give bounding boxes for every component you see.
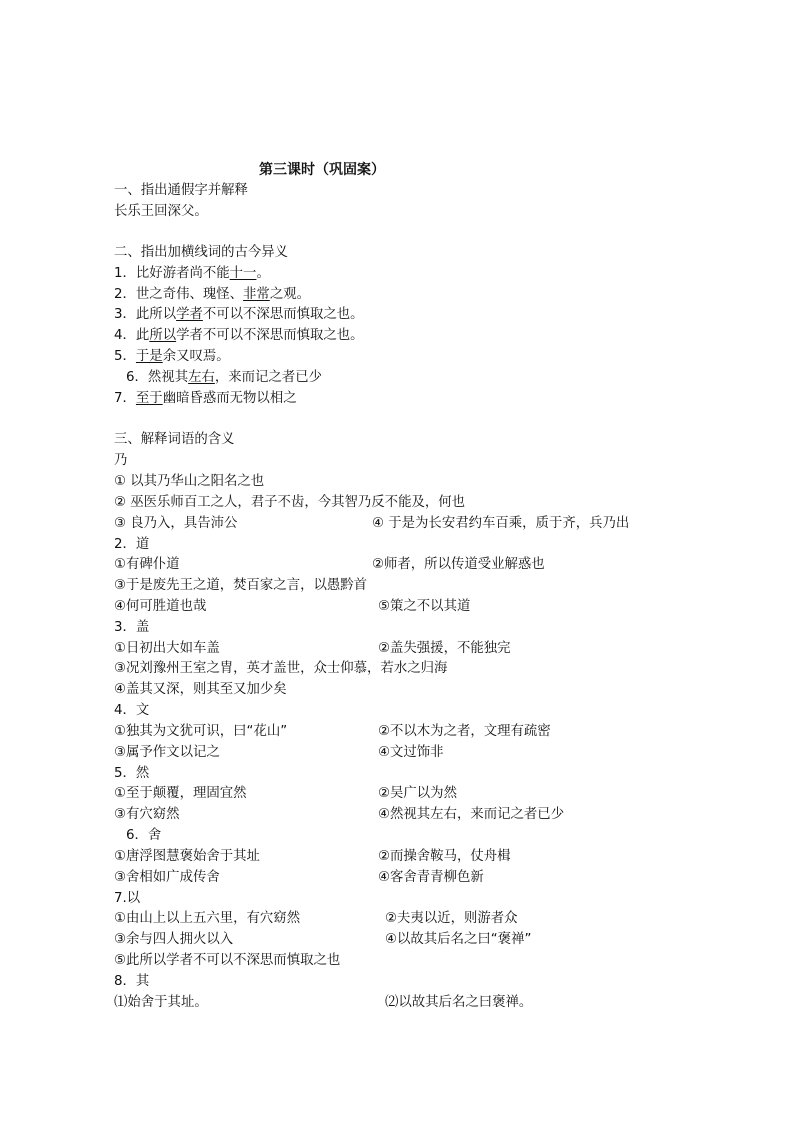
example-item: ① 以其乃华山之阳名之也 (114, 474, 265, 489)
section1-item: 长乐王回深父。 (114, 204, 208, 219)
example-item: ④何可胜道也哉 (114, 599, 207, 614)
item-text: 之观。 (269, 287, 310, 302)
item-text: 。 (256, 266, 270, 281)
example-item: ④盖其又深，则其至又加少矣 (114, 682, 287, 697)
example-item: ⑵以故其后名之曰褒禅。 (385, 995, 533, 1010)
underlined-word: 至于 (135, 391, 163, 406)
list-item (126, 368, 322, 388)
word-heading: 4．文 (114, 703, 150, 718)
list-item (114, 326, 364, 346)
example-item: ①有碑仆道 (114, 557, 180, 572)
list-item (114, 285, 310, 305)
example-item: ①日初出大如车盖 (114, 641, 220, 656)
example-item: ④然视其左右，来而记之者已少 (378, 807, 565, 822)
example-item: ①至于颠覆，理固宜然 (114, 786, 247, 801)
word-heading: 乃 (114, 453, 128, 468)
word-heading: 2．道 (114, 537, 150, 552)
word-heading: 6．舍 (126, 828, 162, 843)
item-text: 1．比好游者尚不能 (114, 266, 230, 281)
example-item: ④文过饰非 (378, 745, 444, 760)
example-item: ⑴始舍于其址。 (114, 995, 208, 1010)
item-text: 学者不可以不深思而慎取之也。 (176, 328, 364, 343)
example-item: ②而操舍鞍马，仗舟楫 (378, 849, 511, 864)
example-item: ②夫夷以近，则游者众 (385, 911, 518, 926)
item-text: 余又叹焉。 (162, 349, 230, 364)
item-text: 4．此 (114, 328, 150, 343)
example-item: ④客舍青青柳色新 (378, 870, 484, 885)
underlined-word: 非常 (243, 287, 270, 302)
underlined-word: 十一 (229, 266, 257, 281)
example-item: ③舍相如广成传舍 (114, 870, 220, 885)
item-text: 7． (114, 391, 136, 406)
example-item: ② 巫医乐师百工之人，君子不齿，今其智乃反不能及，何也 (114, 495, 466, 510)
underlined-word: 左右 (188, 370, 215, 385)
section3-heading: 三、解释词语的含义 (114, 432, 235, 447)
underlined-word: 所以 (149, 328, 177, 343)
example-item: ③ 良乃入，具告沛公 (114, 516, 238, 531)
page-title: 第三课时（巩固案） (259, 162, 385, 178)
item-text: 5． (114, 349, 136, 364)
list-item (114, 389, 297, 409)
word-heading: 5．然 (114, 766, 150, 781)
underlined-word: 于是 (135, 349, 163, 364)
word-heading: 3．盖 (114, 620, 150, 635)
item-text: ，来而记之者已少 (214, 370, 322, 385)
word-heading: 7.以 (114, 891, 141, 906)
example-item: ③况刘豫州王室之胄，英才盖世，众士仰慕，若水之归海 (114, 661, 448, 676)
example-item: ③属予作文以记之 (114, 745, 220, 760)
list-item (114, 305, 364, 325)
word-heading: 8．其 (114, 974, 150, 989)
example-item: ⑤策之不以其道 (378, 599, 471, 614)
item-text: 3．此所以 (114, 307, 177, 322)
item-text: 幽暗昏惑而无物以相之 (162, 391, 297, 406)
item-text: 2．世之奇伟、瑰怪、 (114, 287, 244, 302)
example-item: ②师者，所以传道受业解惑也 (372, 557, 545, 572)
example-item: ③余与四人拥火以入 (114, 932, 234, 947)
section1-heading: 一、指出通假字并解释 (114, 183, 248, 198)
list-item (114, 264, 270, 284)
list-item (114, 347, 230, 367)
section2-heading: 二、指出加横线词的古今异义 (114, 245, 289, 260)
item-text: 6．然视其 (126, 370, 189, 385)
example-item: ⑤此所以学者不可以不深思而慎取之也 (114, 953, 341, 968)
example-item: ③有穴窈然 (114, 807, 180, 822)
example-item: ①由山上以上五六里，有穴窈然 (114, 911, 301, 926)
underlined-word: 学者 (176, 307, 203, 322)
example-item: ④以故其后名之曰“褒禅” (385, 932, 532, 947)
example-item: ④ 于是为长安君约车百乘，质于齐，兵乃出 (372, 516, 630, 531)
example-item: ③于是废先王之道，焚百家之言，以愚黔首 (114, 578, 368, 593)
example-item: ①独其为文犹可识，曰“花山” (114, 724, 288, 739)
example-item: ①唐浮图慧褒始舍于其址 (114, 849, 260, 864)
example-item: ②不以木为之者，文理有疏密 (378, 724, 551, 739)
item-text: 不可以不深思而慎取之也。 (202, 307, 364, 322)
example-item: ②盖失强援，不能独完 (378, 641, 511, 656)
example-item: ②吴广以为然 (378, 786, 457, 801)
